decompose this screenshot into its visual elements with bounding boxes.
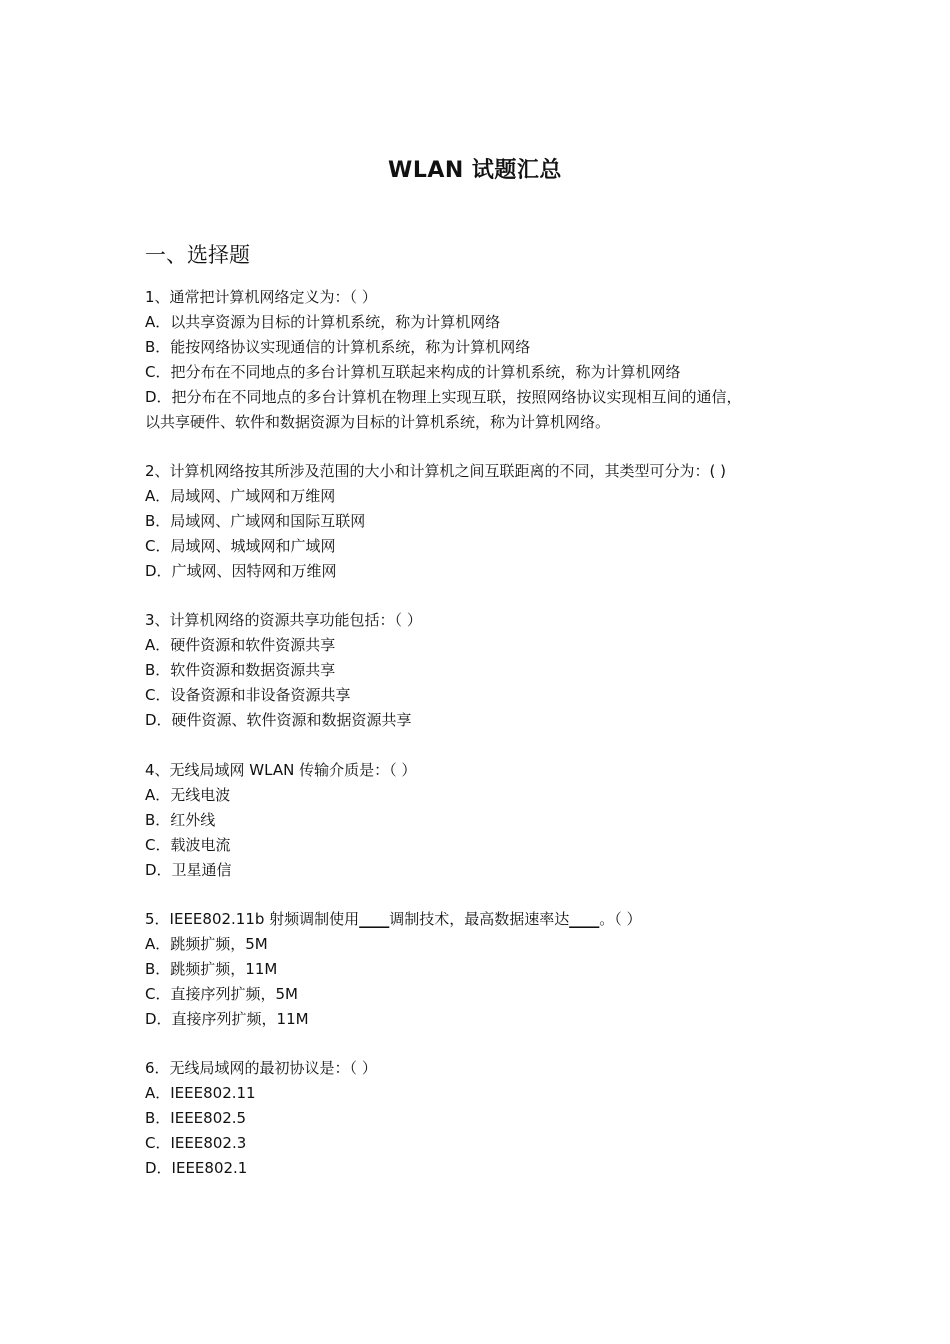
question-2 [145,459,810,584]
document-title: WLAN 试题汇总 [388,158,562,183]
option-b: B．能按网络协议实现通信的计算机系统，称为计算机网络 [145,338,531,356]
option-d: D．卫星通信 [145,861,232,879]
question-3 [145,608,810,733]
option-d: D．把分布在不同地点的多台计算机在物理上实现互联，按照网络协议实现相互间的通信， [145,388,742,406]
option-a: A．局域网、广域网和万维网 [145,487,336,505]
option-c: C．直接序列扩频，5M [145,985,298,1003]
answer-blank: ____ [359,910,390,928]
question-stem: 2、计算机网络按其所涉及范围的大小和计算机之间互联距离的不同，其类型可分为：( ) [145,462,727,480]
option-b: B．红外线 [145,811,216,829]
option-b: B．软件资源和数据资源共享 [145,661,336,679]
option-c: C．载波电流 [145,836,231,854]
question-6 [145,1056,810,1181]
option-d: D．IEEE802.1 [145,1159,248,1177]
option-a: A．以共享资源为目标的计算机系统，称为计算机网络 [145,313,501,331]
option-c: C．IEEE802.3 [145,1134,247,1152]
option-a: A．无线电波 [145,786,231,804]
option-c: C．局域网、城域网和广域网 [145,537,336,555]
question-stem: 1、通常把计算机网络定义为：（ ） [145,288,377,306]
stem-text: 5．IEEE802.11b 射频调制使用 [145,910,360,928]
option-a: A．跳频扩频，5M [145,935,268,953]
option-d-continued: 以共享硬件、软件和数据资源为目标的计算机系统，称为计算机网络。 [145,413,611,431]
option-b: B．跳频扩频，11M [145,960,278,978]
option-a: A．IEEE802.11 [145,1084,256,1102]
question-5 [145,907,810,1032]
stem-text: 调制技术，最高数据速率达 [389,910,570,928]
option-b: B．IEEE802.5 [145,1109,247,1127]
question-stem: 6．无线局域网的最初协议是：（ ） [145,1059,377,1077]
option-d: D．硬件资源、软件资源和数据资源共享 [145,711,412,729]
question-stem: 3、计算机网络的资源共享功能包括：（ ） [145,611,422,629]
question-stem [145,907,810,932]
stem-text: 。（ ） [599,910,642,928]
question-stem: 4、无线局域网 WLAN 传输介质是：（ ） [145,761,417,779]
option-d: D．广域网、因特网和万维网 [145,562,337,580]
answer-blank: ____ [569,910,600,928]
section-heading: 一、选择题 [145,243,250,267]
question-1 [145,285,810,435]
option-d: D．直接序列扩频，11M [145,1010,309,1028]
option-c: C．把分布在不同地点的多台计算机互联起来构成的计算机系统，称为计算机网络 [145,363,681,381]
option-b: B．局域网、广域网和国际互联网 [145,512,366,530]
option-c: C．设备资源和非设备资源共享 [145,686,351,704]
option-a: A．硬件资源和软件资源共享 [145,636,336,654]
question-4 [145,758,810,883]
